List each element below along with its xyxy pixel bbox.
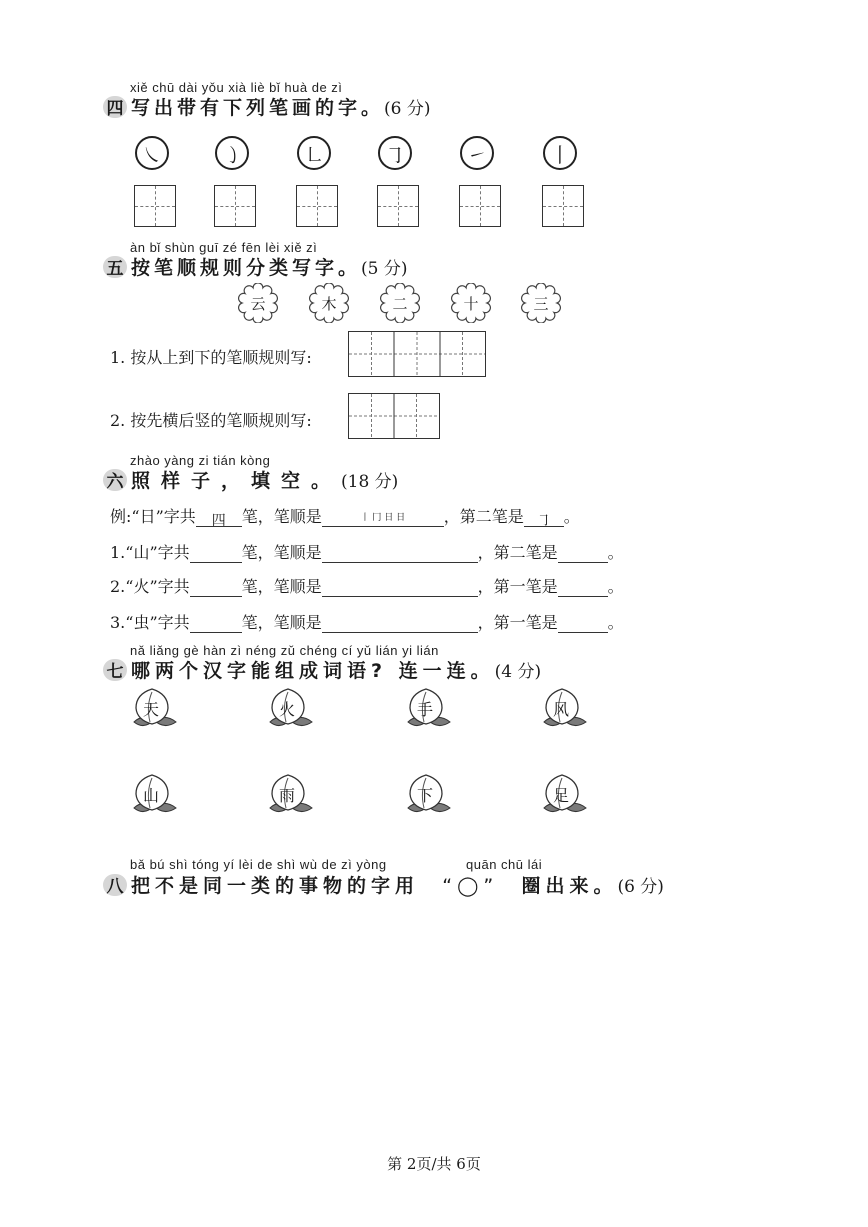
writing-grid-4[interactable] [377, 185, 419, 227]
example-order: 丨 冂 日 日 [322, 510, 444, 527]
item-3-count-blank[interactable] [190, 616, 242, 633]
sec5-title [103, 253, 408, 280]
item-1-order-blank[interactable] [322, 546, 478, 563]
sec6-title-text: 照样子，填空。 [131, 470, 342, 492]
stroke-circle-6: 丨 [543, 136, 577, 170]
sec4-title [103, 93, 431, 120]
sec8-title-c: 圈出来。 [521, 875, 618, 897]
sec8-number-badge: 八 [103, 874, 127, 896]
writing-grid-5[interactable] [459, 185, 501, 227]
page-footer: 第 2页/共 6页 [387, 1155, 481, 1173]
char-flower-3 [380, 283, 420, 323]
item-2-end: 。 [607, 577, 624, 596]
sec5-number-badge: 五 [103, 256, 127, 278]
item-2-prefix: 2.“火”字共 [110, 577, 190, 596]
peach-char: 足 [552, 786, 569, 805]
sec7-pinyin: nǎ liǎng gè hàn zì néng zǔ chéng cí yǔ lián yi lián [130, 643, 439, 658]
item-2-tail: ，第一笔是 [477, 577, 558, 596]
sec8-pinyin: bǎ bú shì tóng yí lèi de shì wù de zì yòng [130, 857, 387, 872]
sec7-title [103, 656, 541, 683]
peach-char: 雨 [278, 786, 295, 805]
sec5-q1-label: 1. 按从上到下的笔顺规则写: [110, 348, 312, 367]
item-3-tail: ，第一笔是 [477, 613, 558, 632]
item-2-mid: 笔，笔顺是 [241, 577, 322, 596]
sec6-number-badge: 六 [103, 469, 127, 491]
item-1-stroke-blank[interactable] [558, 546, 608, 563]
sec8-title [103, 871, 664, 898]
sec6-title [103, 466, 398, 493]
item-1-mid: 笔，笔顺是 [241, 543, 322, 562]
flower-char: 二 [392, 294, 408, 313]
sec5-score: (5 分) [361, 259, 408, 279]
sec4-number-badge: 四 [103, 96, 127, 118]
bottom-peach-1[interactable] [130, 772, 180, 818]
example-stroke: ㇆ [524, 510, 564, 527]
stroke-circle-2: ㇁ [215, 136, 249, 170]
stroke-circle-1: ㇏ [135, 136, 169, 170]
sec5-q2-label: 2. 按先横后竖的笔顺规则写: [110, 411, 312, 430]
writing-grid-2[interactable] [214, 185, 256, 227]
top-peach-4[interactable] [540, 686, 590, 732]
char-flower-4 [451, 283, 491, 323]
flower-char: 三 [533, 294, 549, 313]
item-3-end: 。 [607, 613, 624, 632]
sec6-pinyin: zhào yàng zi tián kòng [130, 453, 271, 468]
sec7-title-text: 哪两个汉字能组成词语? 连一连。 [131, 660, 495, 682]
item-1-count-blank[interactable] [190, 546, 242, 563]
sec5-q2-grid [348, 393, 440, 439]
char-flower-1 [238, 283, 278, 323]
example-tail: ，第二笔是 [443, 507, 524, 526]
sec7-score: (4 分) [494, 662, 542, 682]
char-flower-2 [309, 283, 349, 323]
peach-char: 下 [416, 786, 433, 805]
sec8-score: (6 分) [617, 877, 664, 897]
sec6-item-3 [110, 610, 624, 633]
sec8-title-circle: “◯” [442, 875, 499, 897]
sec5-pinyin: àn bǐ shùn guī zé fēn lèi xiě zì [130, 240, 318, 255]
writing-grid-3[interactable] [296, 185, 338, 227]
bottom-peach-3[interactable] [404, 772, 454, 818]
top-peach-1[interactable] [130, 686, 180, 732]
sec4-pinyin: xiě chū dài yǒu xià liè bǐ huà de zì [130, 80, 343, 95]
item-2-stroke-blank[interactable] [558, 580, 608, 597]
peach-char: 山 [142, 786, 159, 805]
sec5-title-text: 按笔顺规则分类写字。 [131, 257, 362, 279]
flower-char: 云 [250, 294, 266, 313]
example-count: 四 [196, 510, 242, 527]
bottom-peach-2[interactable] [266, 772, 316, 818]
sec4-title-text: 写出带有下列笔画的字。 [131, 97, 385, 119]
bottom-peach-4[interactable] [540, 772, 590, 818]
sec6-item-2 [110, 574, 624, 597]
item-2-order-blank[interactable] [322, 580, 478, 597]
item-3-prefix: 3.“虫”字共 [110, 613, 190, 632]
peach-char: 手 [416, 700, 433, 719]
sec6-example [110, 504, 580, 527]
writing-grid-6[interactable] [542, 185, 584, 227]
sec8-title-a: 把不是同一类的事物的字用 [131, 875, 420, 897]
sec6-score: (18 分) [341, 472, 399, 492]
peach-char: 风 [552, 700, 569, 719]
stroke-circle-4: ㇆ [378, 136, 412, 170]
item-2-count-blank[interactable] [190, 580, 242, 597]
top-peach-2[interactable] [266, 686, 316, 732]
sec4-score: (6 分) [384, 99, 431, 119]
example-prefix: 例:“日”字共 [110, 507, 196, 526]
item-1-end: 。 [607, 543, 624, 562]
char-flower-5 [521, 283, 561, 323]
example-end: 。 [563, 507, 580, 526]
sec5-q1-grid [348, 331, 486, 377]
top-peach-3[interactable] [404, 686, 454, 732]
flower-char: 木 [321, 294, 337, 313]
item-3-stroke-blank[interactable] [558, 616, 608, 633]
item-1-prefix: 1.“山”字共 [110, 543, 190, 562]
stroke-circle-3: ㇗ [297, 136, 331, 170]
peach-char: 天 [142, 700, 159, 719]
sec6-item-1 [110, 540, 624, 563]
peach-char: 火 [278, 700, 295, 719]
sec8-pinyin-2: quān chū lái [466, 857, 543, 872]
writing-grid-1[interactable] [134, 185, 176, 227]
sec7-number-badge: 七 [103, 659, 127, 681]
item-1-tail: ，第二笔是 [477, 543, 558, 562]
item-3-mid: 笔，笔顺是 [241, 613, 322, 632]
flower-char: 十 [463, 294, 479, 313]
example-mid: 笔，笔顺是 [241, 507, 322, 526]
stroke-circle-5: ㇀ [460, 136, 494, 170]
item-3-order-blank[interactable] [322, 616, 478, 633]
